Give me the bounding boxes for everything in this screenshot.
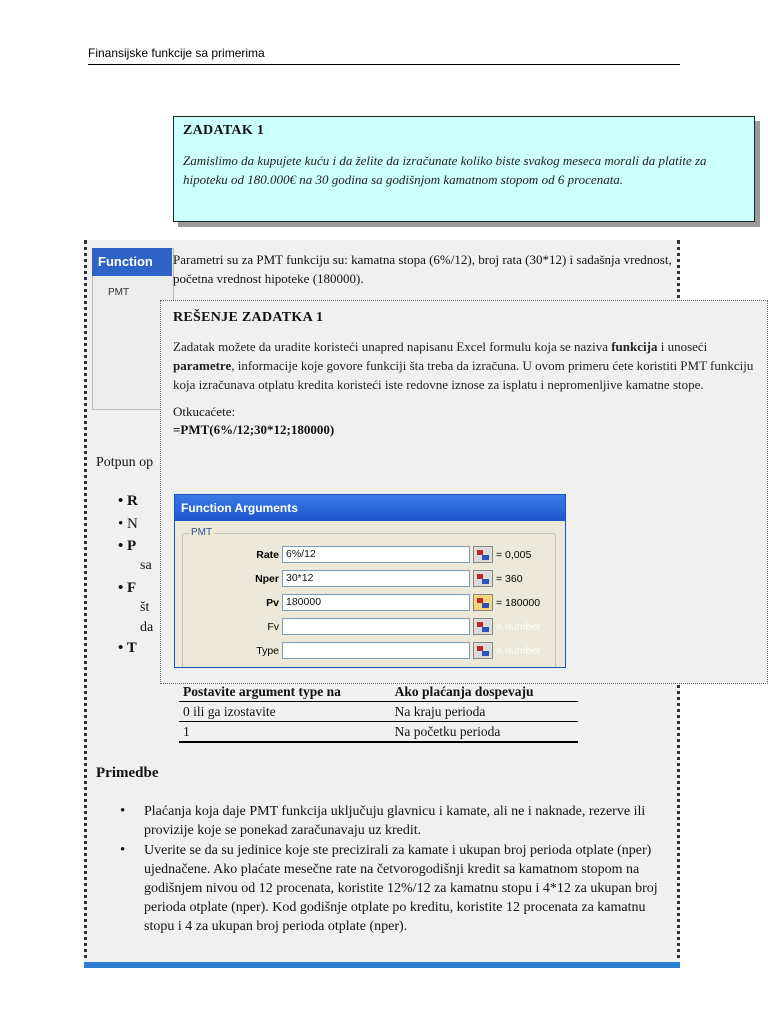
page-header-title: Finansijske funkcije sa primerima <box>88 46 265 60</box>
solution-title: REŠENJE ZADATKA 1 <box>173 310 324 325</box>
task-text: Zamislimo da kupujete kuću i da želite da izračunate koliko biste svakog meseca morali da platite za hipoteku od 180.000€ na 30 godina sa godišnjom kamatnom stopom od 6 procenata. <box>183 153 707 187</box>
argument-result: = 180000 <box>496 597 541 609</box>
background-text-fragment: da <box>140 620 154 635</box>
background-text-fragment: Potpun op <box>96 455 154 470</box>
task-box <box>173 116 755 222</box>
argument-label: Pv <box>266 597 279 609</box>
background-bullet: • R <box>118 493 138 509</box>
argument-row-fv <box>175 617 566 637</box>
notes-heading: Primedbe <box>96 765 159 781</box>
argument-label: Rate <box>256 549 279 561</box>
table-row <box>179 702 578 722</box>
table-cell: Na kraju perioda <box>391 702 578 722</box>
function-arguments-dialog <box>174 494 566 668</box>
table-header-row <box>179 682 578 702</box>
pv-input[interactable]: 180000 <box>282 594 470 611</box>
background-dialog-title: Function <box>98 254 153 269</box>
list-item: • Plaćanja koja daje PMT funkcija uključuju glavnicu i kamate, ali ne i naknade, rezerve ili provizije koje se ponekad zaračunavaju uz kredit. <box>116 802 666 840</box>
function-arguments-group-label: PMT <box>191 527 213 538</box>
argument-label: Fv <box>267 621 279 633</box>
rate-input[interactable]: 6%/12 <box>282 546 470 563</box>
argument-row-nper <box>175 569 566 589</box>
collapse-dialog-icon[interactable] <box>473 594 493 611</box>
parameters-paragraph: Parametri su za PMT funkciju su: kamatna stopa (6%/12), broj rata (30*12) i sadašnja vrednost, početna vrednost hipoteke (180000). <box>173 252 672 286</box>
argument-label: Type <box>256 645 279 657</box>
argument-row-rate <box>175 545 566 565</box>
table-header-cell: Postavite argument type na <box>179 682 391 702</box>
argument-result: = 360 <box>496 573 523 585</box>
type-input[interactable] <box>282 642 470 659</box>
nper-input[interactable]: 30*12 <box>282 570 470 587</box>
fv-input[interactable] <box>282 618 470 635</box>
table-cell: Na početku perioda <box>391 722 578 743</box>
background-bullet: • P <box>118 538 137 554</box>
collapse-dialog-icon[interactable] <box>473 642 493 659</box>
type-argument-table <box>179 682 578 743</box>
function-arguments-title: Function Arguments <box>175 495 565 521</box>
background-bullet: • F <box>118 580 137 596</box>
argument-label: Nper <box>255 573 279 585</box>
background-bullet: • N <box>118 516 138 532</box>
notes-list <box>116 802 666 937</box>
argument-row-type <box>175 641 566 661</box>
solution-type-label: Otkucaćete: <box>173 404 236 419</box>
background-text-fragment: sa <box>140 558 152 573</box>
scanned-page-bottom-bar <box>84 962 680 968</box>
header-rule <box>88 64 680 65</box>
background-text-fragment: št <box>140 600 150 615</box>
table-cell: 1 <box>179 722 391 743</box>
table-header-cell: Ako plaćanja dospevaju <box>391 682 578 702</box>
argument-result: = number <box>496 621 541 633</box>
collapse-dialog-icon[interactable] <box>473 618 493 635</box>
task-title: ZADATAK 1 <box>183 123 265 138</box>
collapse-dialog-icon[interactable] <box>473 570 493 587</box>
argument-result: = number <box>496 645 541 657</box>
background-dialog-group: PMT <box>108 287 130 298</box>
collapse-dialog-icon[interactable] <box>473 546 493 563</box>
table-row <box>179 722 578 743</box>
solution-text: Zadatak možete da uradite koristeći unapred napisanu Excel formulu koja se naziva funkcija i unoseći parametre, informacije koje govore funkciji šta treba da izračuna. U ovom primeru ćete koristiti PMT funkciju koja izračunava otplatu kredita koristeći iste redovne iznose za isplatu i nepromenljive kamatne stope. <box>173 339 754 392</box>
argument-result: = 0,005 <box>496 549 532 561</box>
background-bullet: • T <box>118 640 137 656</box>
solution-formula: =PMT(6%/12;30*12;180000) <box>173 422 335 437</box>
list-item: • Uverite se da su jedinice koje ste precizirali za kamate i ukupan broj perioda otplate (nper) ujednačene. Ako plaćate mesečne rate na četvorogodišnji kredit sa kamatnom stopom na godišnjem nivou od 12 procenata, koristite 12%/12 za kamatnu stopu i 4*12 za ukupan broj perioda otplate (nper). Kod godišnje otplate po kreditu, koristite 12 procenata za kamatnu stopu i 4 za ukupan broj perioda otplate (nper). <box>116 841 666 936</box>
argument-row-pv <box>175 593 566 613</box>
table-cell: 0 ili ga izostavite <box>179 702 391 722</box>
